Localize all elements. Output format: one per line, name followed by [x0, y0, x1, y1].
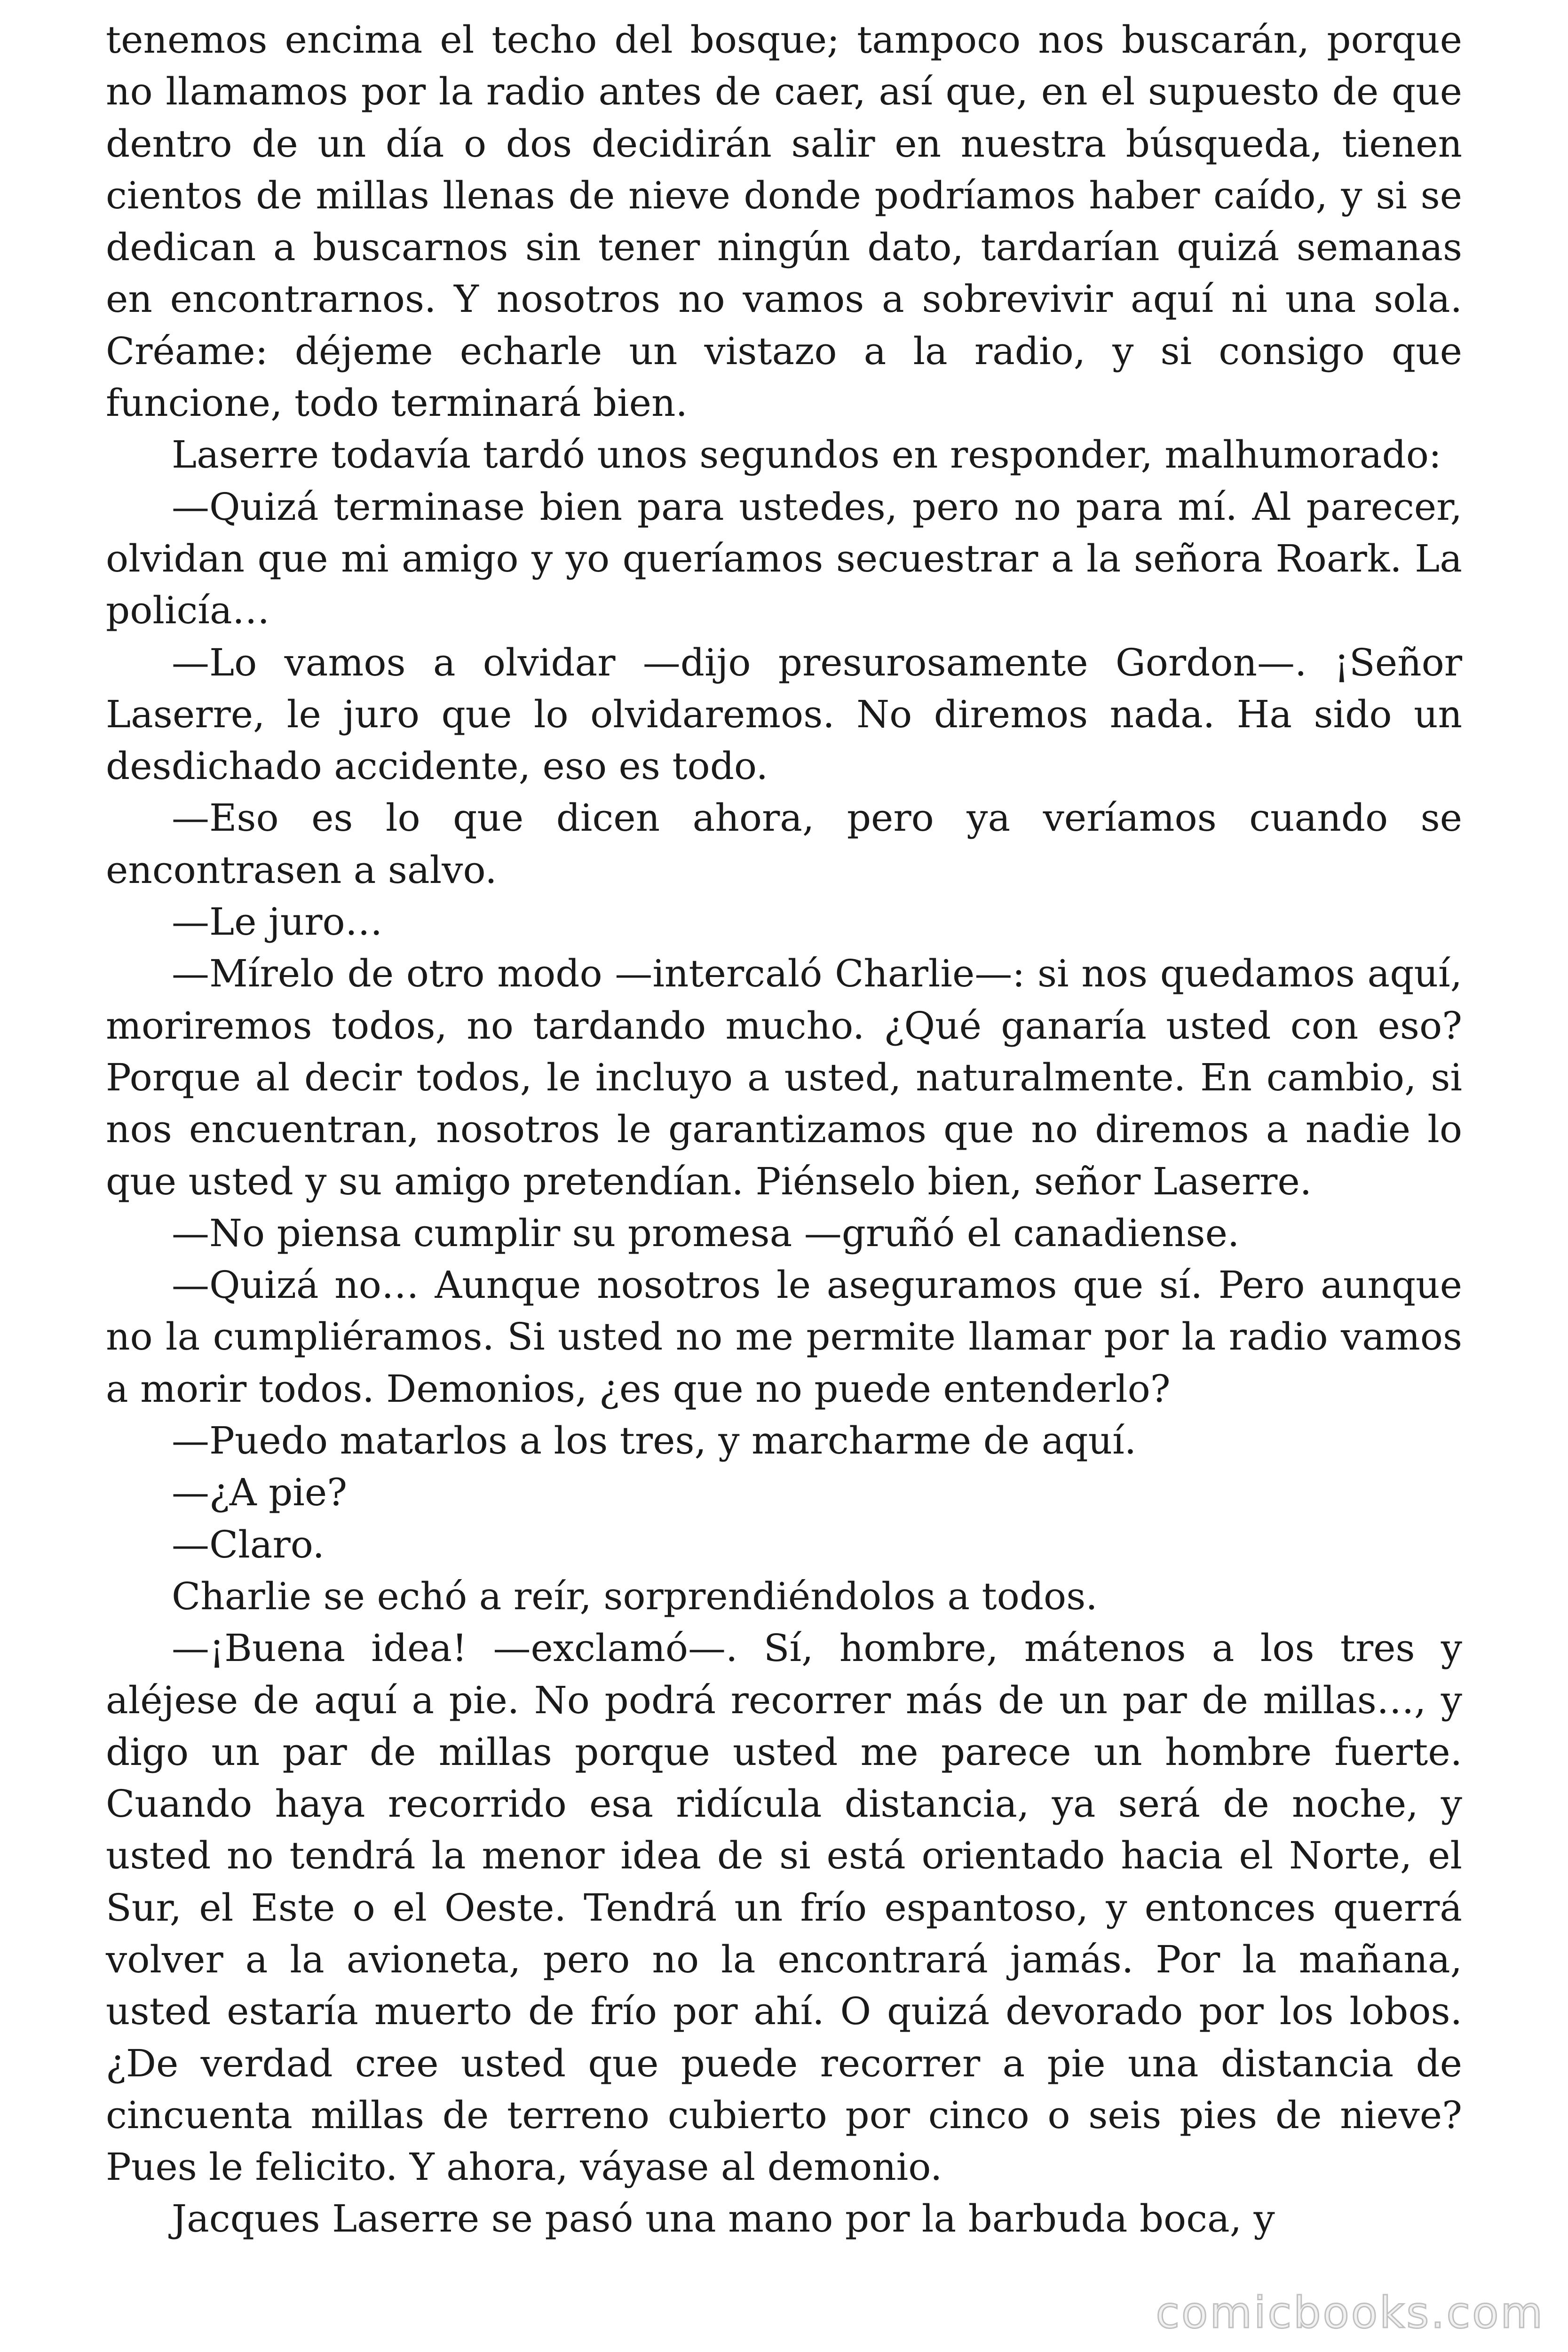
- dialogue-paragraph: —No piensa cumplir su promesa —gruñó el canadiense.: [172, 1211, 1240, 1255]
- dialogue-paragraph: —Le juro…: [172, 900, 383, 944]
- paragraph: Jacques Laserre se pasó una mano por la barbuda boca, y: [172, 2197, 1275, 2241]
- paragraph-continued: tenemos encima el techo del bosque; tampoco nos buscarán, porque no llamamos por la radio antes de caer, así que, en el supuesto de que dentro de un día o dos decidirán salir en nuestra búsqueda, tienen cientos de millas llenas de nieve donde podríamos haber caído, y si se dedican a buscarnos sin tener ningún dato, tardarían quizá semanas en encontrarnos. Y nosotros no vamos a sobrevivir aquí ni una sola. Créame: déjeme echarle un vistazo a la radio, y si consigo que funcione, todo terminará bien.: [106, 18, 1462, 425]
- dialogue-paragraph: —Claro.: [172, 1522, 325, 1566]
- dialogue-paragraph: —Lo vamos a olvidar —dijo presurosamente Gordon—. ¡Señor Laserre, le juro que lo olvidaremos. No diremos nada. Ha sido un desdichado accidente, eso es todo.: [106, 640, 1462, 788]
- site-watermark: comicbooks.com: [1156, 2288, 1544, 2338]
- dialogue-paragraph: —Puedo matarlos a los tres, y marcharme de aquí.: [172, 1419, 1137, 1463]
- dialogue-paragraph: —¡Buena idea! —exclamó—. Sí, hombre, mátenos a los tres y aléjese de aquí a pie. No podrá recorrer más de un par de millas…, y digo un par de millas porque usted me parece un hombre fuerte. Cuando haya recorrido esa ridícula distancia, ya será de noche, y usted no tendrá la menor idea de si está orientado hacia el Norte, el Sur, el Este o el Oeste. Tendrá un frío espantoso, y entonces querrá volver a la avioneta, pero no la encontrará jamás. Por la mañana, usted estaría muerto de frío por ahí. O quizá devorado por los lobos. ¿De verdad cree usted que puede recorrer a pie una distancia de cincuenta millas de terreno cubierto por cinco o seis pies de nieve? Pues le felicito. Y ahora, váyase al demonio.: [106, 1626, 1462, 2189]
- dialogue-paragraph: —Quizá terminase bien para ustedes, pero no para mí. Al parecer, olvidan que mi amigo y yo queríamos secuestrar a la señora Roark. La policía…: [106, 485, 1462, 633]
- dialogue-paragraph: —Mírelo de otro modo —intercaló Charlie—: si nos quedamos aquí, moriremos todos, no tardando mucho. ¿Qué ganaría usted con eso? Porque al decir todos, le incluyo a usted, naturalmente. En cambio, si nos encuentran, nosotros le garantizamos que no diremos a nadie lo que usted y su amigo pretendían. Piénselo bien, señor Laserre.: [106, 952, 1462, 1203]
- dialogue-paragraph: —Eso es lo que dicen ahora, pero ya veríamos cuando se encontrasen a salvo.: [106, 796, 1462, 892]
- dialogue-paragraph: —Quizá no… Aunque nosotros le aseguramos que sí. Pero aunque no la cumpliéramos. Si usted no me permite llamar por la radio vamos a morir todos. Demonios, ¿es que no puede entenderlo?: [106, 1263, 1462, 1411]
- book-page-text: [106, 14, 1462, 2245]
- paragraph: Charlie se echó a reír, sorprendiéndolos a todos.: [172, 1574, 1098, 1618]
- paragraph: Laserre todavía tardó unos segundos en responder, malhumorado:: [172, 433, 1441, 477]
- dialogue-paragraph: —¿A pie?: [172, 1470, 348, 1515]
